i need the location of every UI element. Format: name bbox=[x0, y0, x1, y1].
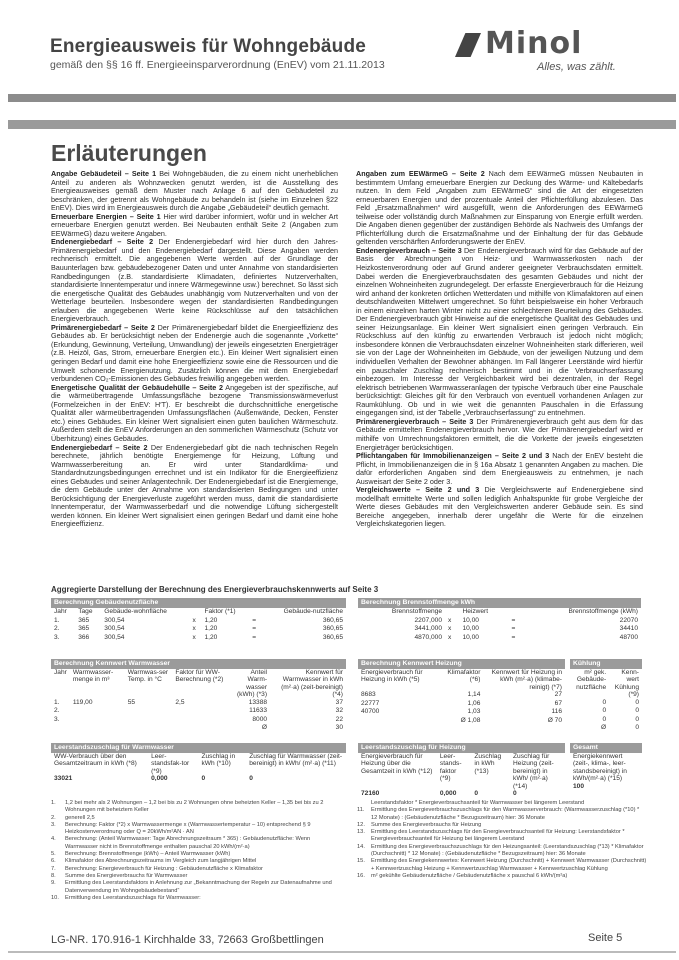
explanation-text: Der Endenergiebedarf gibt die nach technischen Regeln berechnete, jährlich benötigte Energiemenge für Heizung, Lüftung und Warmwasserbereitung an. Er wird unter Standardklima- und Standardnutzungsbedingungen errechnet und ist ein Indikator für die Energieeffizienz eines Gebäudes und seiner Anlagentechnik. Der Endenergiebedarf ist die Energiemenge, die dem Gebäude unter der Annahme von standardisierten Bedingungen und unter Berücksichtigung der Energieverluste zugeführt werden muss, damit die standardisierte Innentemperatur, der Warmwasserbedarf und die notwendige Lüftung sichergestellt werden können. Ein kleiner Wert signalisiert einen geringen Bedarf und damit eine hohe Energieeffizienz. bbox=[51, 442, 338, 529]
column-header: Klimafaktor (*6) bbox=[447, 669, 481, 684]
table-cell: 0 bbox=[201, 775, 206, 783]
table-cell: 360,65 bbox=[322, 633, 343, 641]
footnote-number: 13. bbox=[357, 829, 365, 836]
column-header: Zuschlag für Heizung (zeit-bereinigt) in kWh/ (m²·a) (*14) bbox=[513, 753, 554, 790]
table-row bbox=[358, 617, 641, 626]
table-cell: 32 bbox=[335, 707, 343, 715]
column-header: Heizwert bbox=[462, 608, 489, 615]
table-cell: x bbox=[192, 625, 196, 633]
footnote bbox=[51, 800, 341, 815]
explanation-paragraph bbox=[356, 247, 643, 418]
footnote bbox=[357, 800, 647, 807]
footnote-number: 7. bbox=[51, 865, 56, 872]
header-row bbox=[51, 753, 346, 775]
table-cell: = bbox=[252, 633, 257, 641]
column-header: Leer-standsfak-tor (*9) bbox=[151, 753, 190, 775]
brand-tagline: Alles, was zählt. bbox=[537, 61, 616, 73]
column-header: Faktor (*1) bbox=[204, 608, 236, 615]
table-row bbox=[358, 700, 565, 709]
table-cell: Ø bbox=[261, 724, 268, 732]
table-cell: x bbox=[192, 616, 196, 624]
table-cell: 30 bbox=[335, 724, 343, 732]
table-cell: 0 bbox=[602, 715, 607, 723]
table-cell: 2. bbox=[54, 625, 60, 633]
footnote bbox=[51, 815, 341, 822]
footnotes-left bbox=[51, 800, 341, 902]
footnote-number: 6. bbox=[51, 858, 56, 865]
explanation-text: Nach dem EEWärmeG müssen Neubauten in bestimmtem Umfang erneuerbare Energien zur Deckung des Wärme- und Kältebedarfs nutzen. In dem Feld „Angaben zum EEWärmeG“ sind die Art der eingesetzten erneuerbaren Energien und der prozentuale Anteil der Pflichterfüllung abzulesen. Das Feld „Ersatzmaßnahmen“ wird ausgefüllt, wenn die Anforderungen des EEWärmeG teilweise oder vollständig durch Maßnahmen zur Einsparung von Energie erfüllt werden. Die Angaben dienen gegenüber der zuständigen Behörde als Nachweis des Umfangs der Pflichterfüllung durch die Ersatzmaßnahme und der Einhaltung der für das Gebäude geltenden verschärften Anforderungswerte der EnEV. bbox=[356, 169, 643, 247]
caption-row bbox=[358, 743, 565, 753]
explanation-text: Angegeben ist der spezifische, auf die wärmeübertragende Umfassungsfläche bezogene Transmissionswärmeverlust (Formelzeichen in der EnEV: H′T). Er beschreibt die durchschnittliche energetische Qualität aller wärmeübertragenden Umfassungsflächen (Außenwände, Decken, Fenster etc.) eines Gebäudes. Ein kleiner Wert signalisiert einen guten baulichen Wärmeschutz. Außerdem stellt die EnEV Anforderungen an den sommerlichen Wärmeschutz (Schutz vor Überhitzung) eines Gebäudes. bbox=[51, 382, 339, 443]
table-cell: 1. bbox=[54, 616, 60, 624]
footnote-number: 8. bbox=[51, 872, 56, 879]
explanation-paragraph bbox=[51, 444, 338, 529]
footnote-text: Leerstandsfaktor * Energieverbrauchsanteil für Warmwasser bei längerem Leerstand bbox=[371, 800, 585, 806]
aggregate-title: Aggregierte Darstellung der Berechnung des Energieverbrauchskennwerts auf Seite 3 bbox=[51, 585, 379, 594]
column-header: Warmwas-ser Temp. in °C bbox=[127, 669, 169, 684]
table-cell: 48700 bbox=[619, 633, 638, 641]
table-kennwert-warmwasser bbox=[51, 659, 346, 733]
explanation-term: Erneuerbare Energien – Seite 1 bbox=[51, 211, 161, 221]
table-cell bbox=[70, 716, 125, 725]
table-caption: Berechnung Brennstoffmenge kWh bbox=[358, 598, 641, 608]
column-header: WW-Verbrauch über den Gesamtzeitraum in kWh (*8) bbox=[54, 753, 137, 768]
caption-row bbox=[51, 598, 346, 608]
table-cell: 1,20 bbox=[204, 633, 218, 641]
header-row bbox=[358, 669, 565, 691]
explanations-right-column bbox=[356, 170, 643, 529]
footnote bbox=[51, 822, 341, 837]
column-header: Gebäude-nutzfläche bbox=[283, 608, 343, 615]
table-cell: 40700 bbox=[361, 708, 380, 716]
explanation-term: Endenergiebedarf – Seite 2 bbox=[51, 237, 154, 247]
explanation-paragraph bbox=[356, 170, 643, 247]
footnote bbox=[51, 851, 341, 858]
column-header: Kennwert für Warmwasser in kWh (m²·a) (zeit-bereinigt) (*4) bbox=[281, 669, 343, 699]
table-cell: 3441,000 bbox=[414, 625, 443, 633]
explanation-term: Endenergieverbrauch – Seite 3 bbox=[356, 245, 462, 255]
table-cell: 0 bbox=[635, 715, 639, 723]
footnote-number: 15. bbox=[357, 858, 365, 865]
table-cell: Ø 70 bbox=[547, 717, 562, 724]
explanation-text: Der Primärenergieverbrauch geht aus dem für das Gebäude ermittelten Endenergieverbrauch hervor. Wie der Primärenergiebedarf wird er mithilfe von Umrechnungsfaktoren ermittelt, die die Vorkette der jeweils eingesetzten Energieträger berücksichtigen. bbox=[356, 416, 643, 452]
section-heading: Erläuterungen bbox=[51, 140, 207, 166]
brand-name: Minol bbox=[485, 26, 583, 61]
table-cell: 22777 bbox=[361, 699, 380, 707]
footnote-number: 5. bbox=[51, 851, 56, 858]
table-row bbox=[358, 691, 565, 700]
table-row bbox=[358, 717, 565, 726]
footnote-number bbox=[357, 800, 371, 807]
footnote-text: Berechnung: (Anteil Warmwasser: Tage Abrechnungszeitraum * 365) : Gebäudenutzfläche: Wenn Warmwasser nicht in Brennstoffmenge enthalten pauschal 20 kWh/(m²·a) bbox=[65, 836, 311, 850]
table-row bbox=[570, 783, 642, 792]
table-cell: x bbox=[448, 633, 452, 641]
table-kuehlung bbox=[570, 659, 642, 733]
table-cell: 8683 bbox=[361, 691, 376, 699]
column-header: Zuschlag in kWh (*13) bbox=[474, 753, 502, 775]
footnote bbox=[51, 858, 341, 865]
footnote-number: 4. bbox=[51, 836, 56, 843]
table-cell: 1,03 bbox=[467, 708, 481, 716]
column-header: Leer-stands-faktor (*9) bbox=[439, 753, 462, 783]
table-cell: 8000 bbox=[252, 715, 268, 723]
table-cell: 1. bbox=[54, 698, 60, 706]
table-cell: 55 bbox=[127, 698, 136, 706]
table-cell: 3. bbox=[54, 633, 60, 641]
header-row bbox=[358, 753, 565, 790]
footnote-text: Klimafaktor des Abrechnungszeitraums im Vergleich zum langjährigen Mittel bbox=[65, 858, 257, 865]
table-cell: 10,00 bbox=[462, 616, 479, 624]
explanation-term: Vergleichswerte – Seite 2 und 3 bbox=[356, 485, 480, 495]
explanation-term: Primärenergieverbrauch – Seite 3 bbox=[356, 416, 474, 426]
table-caption: Berechnung Kennwert Warmwasser bbox=[51, 659, 346, 669]
table-cell: 100 bbox=[573, 782, 585, 790]
column-header: Energieverbrauch für Heizung in kWh (*5) bbox=[361, 669, 423, 684]
table-cell: 360,65 bbox=[322, 625, 343, 633]
table-cell: 116 bbox=[551, 708, 562, 716]
explanation-paragraph bbox=[51, 213, 338, 239]
footnote-number: 3. bbox=[51, 821, 56, 828]
footnote-text: Berechnung: Faktor (*2) x Warmwassermenge x (Warmwassertemperatur – 10) entsprechend § 9 Heizkostenverordnung oder Q = 20kWh/m²AN · AN bbox=[65, 821, 311, 836]
footer-line bbox=[8, 951, 676, 953]
table-cell bbox=[125, 716, 173, 725]
explanation-paragraph bbox=[356, 418, 643, 452]
explanation-paragraph bbox=[51, 170, 338, 213]
table-cell: Ø 1,08 bbox=[460, 717, 481, 724]
header-band-bottom bbox=[8, 120, 676, 129]
table-caption: Gesamt bbox=[570, 743, 642, 753]
minol-logo bbox=[455, 26, 635, 61]
explanation-paragraph bbox=[51, 238, 338, 323]
table-gebaeudenutzflaeche bbox=[51, 598, 346, 642]
explanations bbox=[51, 170, 643, 580]
table-cell: 0,000 bbox=[439, 790, 457, 798]
column-header: Warmwasser-menge in m³ bbox=[72, 669, 114, 684]
column-header: Zuschlag in kWh (*10) bbox=[201, 753, 236, 768]
table-cell: 4870,000 bbox=[414, 633, 443, 641]
table-cell: 300,54 bbox=[104, 625, 125, 633]
footnote-number: 12. bbox=[357, 821, 365, 828]
table-brennstoffmenge bbox=[358, 598, 641, 642]
footnote bbox=[357, 822, 647, 829]
column-header: Brennstoffmenge bbox=[391, 608, 443, 615]
table-cell: 2207,000 bbox=[414, 616, 443, 624]
table-row bbox=[51, 716, 346, 725]
document-subtitle: gemäß den §§ 16 ff. Energieeinsparverordnung (EnEV) vom 21.11.2013 bbox=[50, 59, 385, 71]
table-cell: 360,65 bbox=[322, 616, 343, 624]
table-caption: Kühlung bbox=[570, 659, 642, 669]
footnote bbox=[357, 858, 647, 873]
footnote-text: Berechnung: Energieverbrauch für Heizung : Gebäudenutzfläche x Klimafaktor bbox=[65, 865, 263, 872]
table-row bbox=[51, 617, 346, 626]
table-cell: 300,54 bbox=[104, 616, 125, 624]
table-cell: 72160 bbox=[361, 790, 380, 798]
table-cell: 67 bbox=[554, 699, 562, 707]
table-cell bbox=[125, 724, 173, 733]
table-cell: 0 bbox=[635, 707, 639, 715]
table-cell: 1,14 bbox=[467, 691, 481, 699]
column-header: m² gek. Gebäude-nutzfläche bbox=[576, 669, 607, 691]
table-cell: 10,00 bbox=[462, 625, 479, 633]
explanation-paragraph bbox=[356, 452, 643, 486]
footnote-text: Ermittlung des Energiekennwertes: Kennwert Heizung (Durchschnitt) + Kennwert Warmwasser (Durchschnitt) + Kennwertzuschlag Heizung + Kennwertzuschlag Warmwasser + Kennwertzuschlag Kühlung bbox=[371, 858, 647, 872]
logo-slash-icon bbox=[455, 33, 481, 57]
table-cell: 13388 bbox=[248, 698, 268, 706]
table-caption: Berechnung Gebäudenutzfläche bbox=[51, 598, 346, 608]
table-caption: Leerstandszuschlag für Heizung bbox=[358, 743, 565, 753]
footnote bbox=[357, 829, 647, 844]
column-header: Jahr bbox=[54, 608, 67, 615]
explanations-left-column bbox=[51, 170, 338, 529]
footer-address: LG-NR. 170.916-1 Kirchhalde 33, 72663 Großbettlingen bbox=[51, 934, 324, 946]
column-header bbox=[509, 608, 524, 617]
table-cell: 366 bbox=[78, 633, 90, 641]
page-number: Seite 5 bbox=[588, 932, 623, 944]
table-cell: 119,00 bbox=[72, 698, 93, 706]
table-cell: x bbox=[192, 633, 196, 641]
table-cell bbox=[358, 717, 440, 726]
table-cell: Ø bbox=[601, 724, 607, 732]
footnote-number: 9. bbox=[51, 880, 56, 887]
table-cell: 0 bbox=[474, 790, 479, 798]
footnote bbox=[357, 844, 647, 859]
footnote-text: generell 2,5 bbox=[65, 814, 95, 821]
footnote-text: Ermittlung des Energieverbrauchszuschlags für den Warmwasserverbrauch: (Warmwasserzuschlag (*10) * 12 Monate) : (Gebäudenutzfläche * Bezugszeitraum) hier: 36 Monate bbox=[371, 807, 640, 821]
footnote-number: 16. bbox=[357, 872, 365, 879]
column-header: Faktor für WW-Berechnung (*2) bbox=[175, 669, 224, 684]
table-row bbox=[51, 775, 346, 784]
header-row bbox=[358, 608, 641, 617]
table-leerstand-warmwasser bbox=[51, 743, 346, 784]
footnote-text: 1,2 bei mehr als 2 Wohnungen – 1,2 bei bis zu 2 Wohnungen ohne beheizten Keller – 1,35 bei bis zu 2 Wohnungen mit beheiztem Keller bbox=[65, 800, 324, 814]
table-cell: 10,00 bbox=[462, 633, 479, 641]
table-cell: 1,20 bbox=[204, 625, 218, 633]
table-cell: = bbox=[511, 633, 516, 641]
explanation-term: Angabe Gebäudeteil – Seite 1 bbox=[51, 169, 157, 178]
column-header: Energieverbrauch für Heizung über die Gesamtzeit in kWh (*12) bbox=[361, 753, 433, 775]
table-cell bbox=[125, 707, 173, 716]
explanation-text: Nach der EnEV besteht die Pflicht, in Immobilienanzeigen die in § 16a Absatz 1 genannten Angaben zu machen. Die dafür erforderlichen Angaben sind dem Energieausweis zu entnehmen, je nach Ausweisart der Seite 2 oder 3. bbox=[356, 451, 643, 486]
table-cell: 2,5 bbox=[175, 698, 185, 706]
header-row bbox=[51, 669, 346, 699]
table-cell: 0 bbox=[635, 724, 639, 732]
table-cell: = bbox=[511, 616, 516, 624]
footnote-text: Ermittlung des Leerstandszuschlags für den Energieverbrauchsanteil für Heizung: Leerstandsfaktor * Energieverbrauchsanteil für Heizung bei längerem Leerstand bbox=[371, 829, 625, 843]
column-header bbox=[445, 608, 459, 617]
caption-row bbox=[358, 659, 565, 669]
column-header: Jahr bbox=[54, 669, 67, 676]
footnote-text: Ermittlung des Leerstandsfaktors in Anlehnung zur „Bekanntmachung der Regeln zur Datenaufnahme und Datenverwendung im Wohngebäudebestand“ bbox=[65, 880, 332, 894]
table-row bbox=[51, 724, 346, 733]
table-row bbox=[570, 724, 642, 733]
table-kennwert-heizung bbox=[358, 659, 565, 726]
explanation-term: Angaben zum EEWärmeG – Seite 2 bbox=[356, 169, 485, 178]
table-cell: 33021 bbox=[54, 775, 73, 783]
table-cell bbox=[172, 724, 227, 733]
footnote bbox=[51, 880, 341, 895]
caption-row bbox=[358, 598, 641, 608]
footnote-text: Ermittlung des Energieverbrauchszuschlags für den Heizungsanteil: (Leerstandszuschlag (*13) * Klimafaktor (Durchschnitt) * 12 Monate) : (Gebäudenutzfläche * Bezugszeitraum) hier: 36 Monate bbox=[371, 843, 644, 858]
table-cell: 0 bbox=[602, 707, 607, 715]
table-cell bbox=[70, 724, 125, 733]
column-header: Kennwert für Heizung in kWh (m²·a) (klimabe-reinigt) (*7) bbox=[491, 669, 562, 691]
table-cell: = bbox=[252, 616, 257, 624]
table-cell: = bbox=[511, 625, 516, 633]
table-gesamt bbox=[570, 743, 642, 791]
footnote bbox=[357, 873, 647, 880]
explanation-text: Der Primärenergiebedarf bildet die Energieeffizienz des Gebäudes ab. Er berücksichtigt neben der Endenergie auch die sogenannte „Vorkette“ (Erkundung, Gewinnung, Verteilung, Umwandlung) der jeweils eingesetzten Energieträger (z.B. Heizöl, Gas, Strom, erneuerbare Energien etc.). Ein kleiner Wert signalisiert einen geringen Bedarf und damit eine hohe Energieeffizienz sowie eine die Ressourcen und die Umwelt schonende Energienutzung. Zusätzlich können die mit dem Energiebedarf verbundenen CO₂-Emissionen des Gebäudes freiwillig angegeben werden. bbox=[51, 322, 338, 384]
footnote bbox=[51, 895, 341, 902]
header-row bbox=[570, 753, 642, 783]
table-row bbox=[570, 716, 642, 725]
column-header: Zuschlag für Warmwasser (zeit-bereinigt) in kWh/ (m²·a) (*11) bbox=[249, 753, 343, 768]
footnote bbox=[51, 836, 341, 851]
caption-row bbox=[570, 659, 642, 669]
table-cell bbox=[172, 716, 227, 725]
table-row bbox=[51, 625, 346, 634]
table-leerstand-heizung bbox=[358, 743, 565, 799]
explanation-text: Die Vergleichswerte auf Endenergiebene sind modellhaft ermittelte Werte und sollen lediglich Anhaltspunkte für grobe Vergleiche der Werte dieses Gebäudes mit den Vergleichswerten anderer Gebäude sein. Es sind Bereiche angegeben, innerhalb derer ungefähr die Werte für die einzelnen Vergleichskategorien liegen. bbox=[356, 485, 643, 529]
column-header: Brennstoffmenge (kWh) bbox=[568, 608, 638, 615]
footnote-number: 1. bbox=[51, 800, 56, 806]
table-cell: 365 bbox=[78, 625, 90, 633]
explanation-text: Der Endenergiebedarf wird hier durch den Jahres-Primärenergiebedarf und den Endenergiebedarf dargestellt. Diese Angaben werden rechnerisch ermittelt. Die angegebenen Werte werden auf der Grundlage der Bauunterlagen bzw. gebäudebezogener Daten und unter Annahme von standardisierten Randbedingungen (z.B. standardisierte Klimadaten, definiertes Nutzerverhalten, standardisierte Innentemperatur und innere Wärmegewinne usw.) berechnet. So lässt sich die energetische Qualität des Gebäudes unabhängig vom Nutzerverhalten und von der Wetterlage beurteilen. Insbesondere wegen der standardisierten Randbedingungen erlauben die angegebenen Werte keine Rückschlüsse auf den tatsächlichen Energieverbrauch. bbox=[51, 237, 338, 324]
explanation-text: Hier wird darüber informiert, wofür und in welcher Art erneuerbare Energien genutzt werden. Bei Neubauten enthält Seite 2 (Angaben zum EEWärmeG) dazu weitere Angaben. bbox=[51, 211, 338, 238]
table-row bbox=[358, 708, 565, 717]
footnotes-right bbox=[357, 800, 647, 880]
table-cell: 0 bbox=[249, 775, 253, 783]
table-cell: x bbox=[448, 616, 452, 624]
table-cell bbox=[172, 707, 227, 716]
column-header bbox=[190, 608, 202, 617]
column-header: Anteil Warm-wasser (kWh) (*3) bbox=[236, 669, 268, 699]
table-cell: 2. bbox=[54, 707, 60, 715]
table-caption: Berechnung Kennwert Heizung bbox=[358, 659, 565, 669]
footnote-number: 10. bbox=[51, 894, 59, 901]
document-title: Energieausweis für Wohngebäude bbox=[50, 36, 367, 57]
table-cell: 34410 bbox=[619, 625, 638, 633]
table-cell: 22070 bbox=[619, 616, 638, 624]
table-cell: 3. bbox=[54, 715, 60, 723]
explanation-term: Pflichtangaben für Immobilienanzeigen – Seite 2 und 3 bbox=[356, 451, 550, 461]
column-header: Gebäude-wohnfläche bbox=[104, 608, 167, 615]
column-header: Tage bbox=[78, 608, 93, 615]
footnote-text: Berechnung: Brennstoffmenge (kWh) – Anteil Warmwasser (kWh) bbox=[65, 851, 231, 858]
table-cell: 300,54 bbox=[104, 633, 125, 641]
table-cell: 0 bbox=[635, 698, 639, 706]
caption-row bbox=[51, 743, 346, 753]
header-row bbox=[51, 608, 346, 617]
table-cell: 365 bbox=[78, 616, 90, 624]
explanation-text: Der Endenergieverbrauch wird für das Gebäude auf der Basis der Abrechnungen von Heiz- und Warmwasserkosten nach der Heizkostenverordnung oder auf Grund anderer geeigneter Verbrauchsdaten ermittelt. Dabei werden die Energieverbrauchsdaten des gesamten Gebäudes und nicht der einzelnen Wohneinheiten zugrundegelegt. Der erfasste Energieverbrauch für die Heizung wird anhand der konkreten örtlichen Wetterdaten und mithilfe von Klimafaktoren auf einen deutschlandweiten Mittelwert umgerechnet. So führt beispielsweise ein hoher Verbrauch in einem einzelnen harten Winter nicht zu einer schlechteren Beurteilung des Gebäudes. Der Endenergieverbrauch gibt Hinweise auf die energetische Qualität des Gebäudes und seiner Heizungsanlage. Ein kleiner Wert signalisiert einen geringen Verbrauch. Ein Rückschluss auf den künftig zu erwartenden Verbrauch ist jedoch nicht möglich; insbesondere können die Verbrauchsdaten einzelner Wohneinheiten stark differieren, weil sie von der Lage der Wohneinheiten im Gebäude, von der jeweiligen Nutzung und dem individuellen Verhalten der Bewohner abhängen. Im Fall längerer Leerstände wird hierfür ein pauschaler Zuschlag rechnerisch bestimmt und in die Verbrauchserfassung einbezogen. Im Interesse der Vergleichbarkeit wird bei dezentralen, in der Regel elektrisch betriebenen Warmwasseranlagen der typische Verbrauch über eine Pauschale berücksichtigt: Gleiches gilt für den Verbrauch von eventuell vorhandenen Anlagen zur Raumkühlung. Ob und in wie weit die genannten Pauschalen in die Erfassung eingegangen sind, ist der Tabelle „Verbrauchserfassung“ zu entnehmen. bbox=[356, 245, 643, 418]
table-cell: 1,06 bbox=[467, 699, 481, 707]
explanation-term: Energetische Qualität der Gebäudehülle – Seite 2 bbox=[51, 382, 223, 392]
column-header: Kenn-wert Kühlung (*9) bbox=[614, 669, 639, 699]
table-cell: 11633 bbox=[249, 707, 268, 715]
table-cell: 0,000 bbox=[151, 775, 168, 783]
footnote-number: 11. bbox=[357, 807, 365, 814]
table-cell: 22 bbox=[335, 715, 343, 723]
column-header: Energiekennwert (zeit-, klima-, leer-standsbereinigt) in kWh/(m²·a) (*15) bbox=[573, 753, 627, 783]
explanation-paragraph bbox=[356, 486, 643, 529]
table-row bbox=[358, 625, 641, 634]
explanation-paragraph bbox=[51, 384, 338, 444]
table-cell: 0 bbox=[602, 698, 607, 706]
footnote-number: 2. bbox=[51, 814, 56, 821]
table-row bbox=[51, 699, 346, 708]
footnote bbox=[357, 807, 647, 822]
explanation-text: Bei Wohngebäuden, die zu einem nicht unerheblichen Anteil zu anderen als Wohnzwecken genutzt werden, ist die Ausstellung des Energieausweises gemäß dem Muster nach Anlage 6 auf den Gebäudeteil zu beschränken, der getrennt als Wohngebäude zu behandeln ist (siehe im Einzelnen §22 EnEV). Dies wird im Energieausweis durch die Angabe „Gebäudeteil“ deutlich gemacht. bbox=[51, 169, 338, 213]
header-row bbox=[570, 669, 642, 699]
table-row bbox=[51, 707, 346, 716]
table-row bbox=[570, 707, 642, 716]
explanation-paragraph bbox=[51, 324, 338, 384]
table-cell: 27 bbox=[554, 691, 562, 699]
table-cell: 0 bbox=[513, 790, 517, 798]
footnote-number: 14. bbox=[357, 843, 365, 850]
table-row bbox=[570, 699, 642, 708]
table-cell bbox=[51, 724, 70, 733]
footnote bbox=[51, 873, 341, 880]
header-band-top bbox=[8, 94, 676, 102]
table-cell: x bbox=[448, 625, 452, 633]
table-cell: = bbox=[252, 625, 257, 633]
footnote bbox=[51, 866, 341, 873]
table-cell: 37 bbox=[335, 698, 343, 706]
footnote-text: Summe des Energieverbrauchs für Heizung bbox=[371, 821, 482, 828]
table-row bbox=[358, 634, 641, 643]
footnote-text: m² gekühlte Gebäudenutzfläche / Gebäudenutzfläche x pauschal 6 kWh/(m²a) bbox=[371, 872, 568, 879]
footnote-text: Summe des Energieverbrauchs für Warmwasser bbox=[65, 872, 188, 879]
table-cell: 1,20 bbox=[204, 616, 218, 624]
caption-row bbox=[570, 743, 642, 753]
caption-row bbox=[51, 659, 346, 669]
table-row bbox=[51, 634, 346, 643]
footnote-text: Ermittlung des Leerstandszuschlags für Warmwasser: bbox=[65, 894, 201, 901]
table-row bbox=[358, 790, 565, 799]
table-caption: Leerstandszuschlag für Warmwasser bbox=[51, 743, 346, 753]
table-cell bbox=[70, 707, 125, 716]
column-header bbox=[249, 608, 262, 617]
explanation-term: Primärenergiebedarf – Seite 2 bbox=[51, 322, 155, 332]
explanation-term: Endenergiebedarf – Seite 2 bbox=[51, 442, 148, 452]
